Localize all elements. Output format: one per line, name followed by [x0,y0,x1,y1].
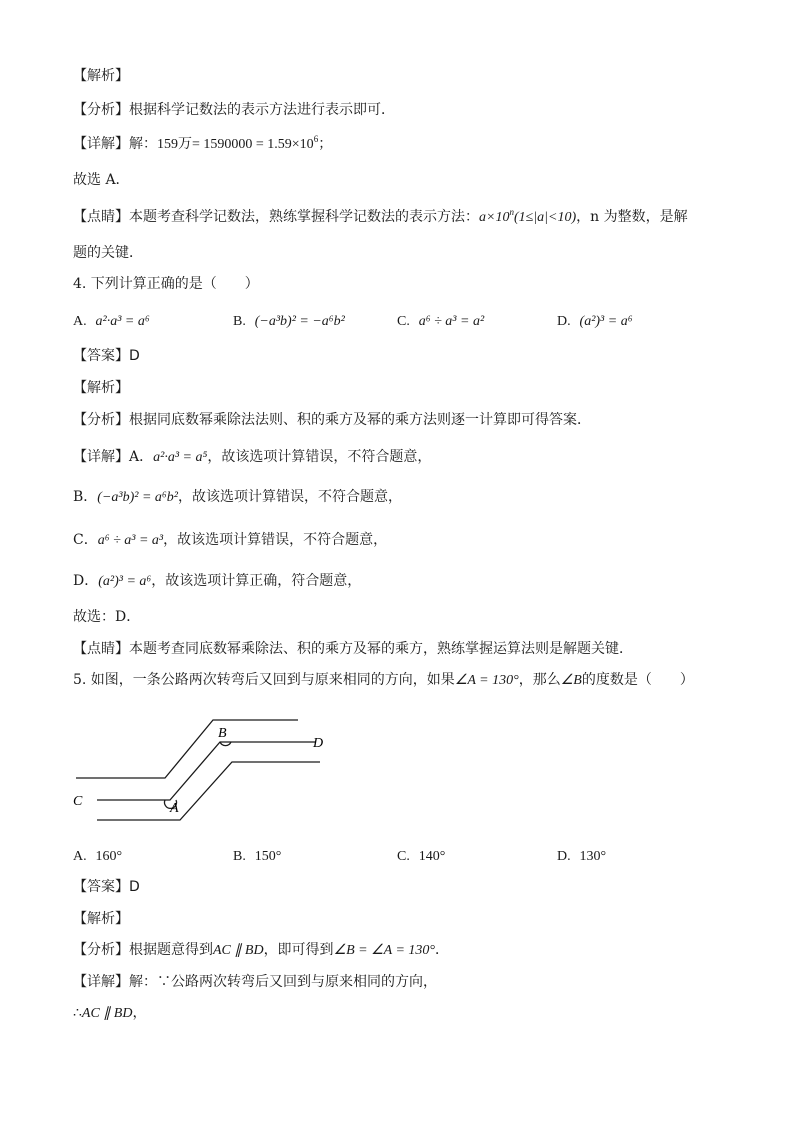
q4-option-a [73,311,150,332]
q4-detail-d [73,571,361,592]
detail-expr: a⁶ ÷ a³ = a³ [97,533,164,548]
xiangjie-exponent: 6 [313,134,319,144]
dianjing-text: 本题考查同底数幂乘除法、积的乘方及幂的乘方，熟练掌握运算法则是解题关键． [129,641,633,657]
q3-dianjing-cont: 题的关键． [73,245,143,261]
option-value: 160° [95,849,123,864]
dianjing-text-2: ，n 为整数，是解 [576,209,688,225]
dianjing-text: 本题考查科学记数法，熟练掌握科学记数法的表示方法： [129,209,479,225]
xiangjie-prefix: 解： [129,136,157,152]
option-letter: B. [233,849,246,864]
fenxi-tag: 【分析】 [73,102,129,118]
dianjing-tag: 【点睛】 [73,209,129,225]
q4-detail-c [73,530,387,551]
fenxi-expr-1: AC ∥ BD [213,943,264,958]
option-letter: C. [397,849,410,864]
q5-stem [73,670,694,691]
q5-option-b [233,846,281,867]
xiangjie-text: 解：∵公路两次转弯后又回到与原来相同的方向， [129,974,437,990]
stem-text-3: 的度数是（ ） [581,672,694,688]
stem-angle-a: ∠A = 130° [454,673,519,688]
q3-xiangjie [73,134,332,155]
dianjing-tag: 【点睛】 [73,641,129,657]
q4-jiexi-heading: 【解析】 [73,380,129,396]
stem-text-2: ，那么 [518,672,561,688]
therefore-symbol: ∴ [73,1005,82,1021]
q5-option-a [73,846,122,867]
q3-dianjing [73,207,688,228]
road-edge-outer [76,720,298,778]
option-expr: (−a³b)² = −a⁶b² [254,314,345,329]
xiangjie-number: 159 [157,137,178,152]
q4-select: 故选：D． [73,609,141,625]
option-expr: a⁶ ÷ a³ = a² [418,314,485,329]
dianjing-formula-base: a×10 [479,210,510,225]
q4-stem: 4. 下列计算正确的是（ ） [73,276,259,292]
xiangjie-end: ； [318,136,333,152]
detail-expr: (−a³b)² = a⁶b² [97,490,178,505]
option-letter: A. [73,849,87,864]
dianjing-formula-cond: (1≤|a|<10) [513,210,577,225]
q3-jiexi-heading: 【解析】 [73,68,129,84]
fenxi-text: 根据科学记数法的表示方法进行表示即可． [129,102,395,118]
q4-detail-b [73,487,402,508]
label-d: D [313,736,324,751]
road-edge-inner [97,762,320,820]
option-letter: D. [557,314,571,329]
detail-expr: (a²)³ = a⁶ [98,574,152,589]
label-b: B [218,726,227,741]
xiangjie-tag: 【详解】 [73,449,129,465]
q3-fenxi [73,100,395,120]
option-value: 150° [254,849,282,864]
therefore-expr: AC ∥ BD [81,1006,133,1021]
q4-fenxi [73,410,591,430]
dianjing-formula-exp: n [509,207,514,217]
stem-text: 5. 如图，一条公路两次转弯后又回到与原来相同的方向，如果 [73,672,455,688]
option-letter: D. [557,849,571,864]
xiangjie-equation [192,134,319,152]
xiangjie-equation-body: = 1590000 = 1.59×10 [192,137,314,152]
xiangjie-tag: 【详解】 [73,974,129,990]
fenxi-text-2: ，即可得到 [263,942,334,958]
option-value: 140° [418,849,446,864]
option-expr: (a²)³ = a⁶ [579,314,633,329]
q5-fenxi [73,940,449,961]
detail-expr: a²·a³ = a⁵ [153,450,208,465]
therefore-end: ， [132,1005,147,1021]
q5-answer: 【答案】D [73,879,140,895]
q4-option-d [557,311,633,332]
q4-detail-a [73,447,431,468]
q4-dianjing [73,639,633,659]
detail-prefix: B． [73,489,98,505]
stem-angle-b: ∠B [560,673,582,688]
fenxi-expr-2: ∠B = ∠A = 130° [333,943,436,958]
option-expr: a²·a³ = a⁶ [95,314,150,329]
q5-option-c [397,846,445,867]
option-letter: A. [73,314,87,329]
q4-option-c [397,311,484,332]
detail-text: ，故该选项计算正确，符合题意， [151,573,362,589]
detail-text: ，故该选项计算错误，不符合题意， [163,532,388,548]
detail-prefix: C． [73,532,98,548]
q5-jiexi-heading: 【解析】 [73,911,129,927]
fenxi-tag: 【分析】 [73,412,129,428]
q5-option-d [557,846,606,867]
detail-text: ，故该选项计算错误，不符合题意， [177,489,402,505]
q5-xiangjie [73,972,437,992]
detail-prefix: D． [73,573,99,589]
dianjing-formula [479,207,577,225]
road-figure [70,712,340,827]
fenxi-text-3: ． [435,942,450,958]
q3-select: 故选 A． [73,172,130,188]
xiangjie-wan: 万 [178,136,192,152]
fenxi-text: 根据同底数幂乘除法法则、积的乘方及幂的乘方法则逐一计算即可得答案． [129,412,591,428]
option-letter: B. [233,314,246,329]
option-value: 130° [579,849,607,864]
fenxi-text: 根据题意得到 [129,942,213,958]
label-a: A [170,801,179,816]
detail-text: ，故该选项计算错误，不符合题意， [207,449,432,465]
q5-therefore [73,1003,146,1024]
q4-answer: 【答案】D [73,348,140,364]
detail-prefix: A． [129,449,154,465]
xiangjie-tag: 【详解】 [73,136,129,152]
label-c: C [73,794,83,809]
q4-option-b [233,311,345,332]
option-letter: C. [397,314,410,329]
fenxi-tag: 【分析】 [73,942,129,958]
